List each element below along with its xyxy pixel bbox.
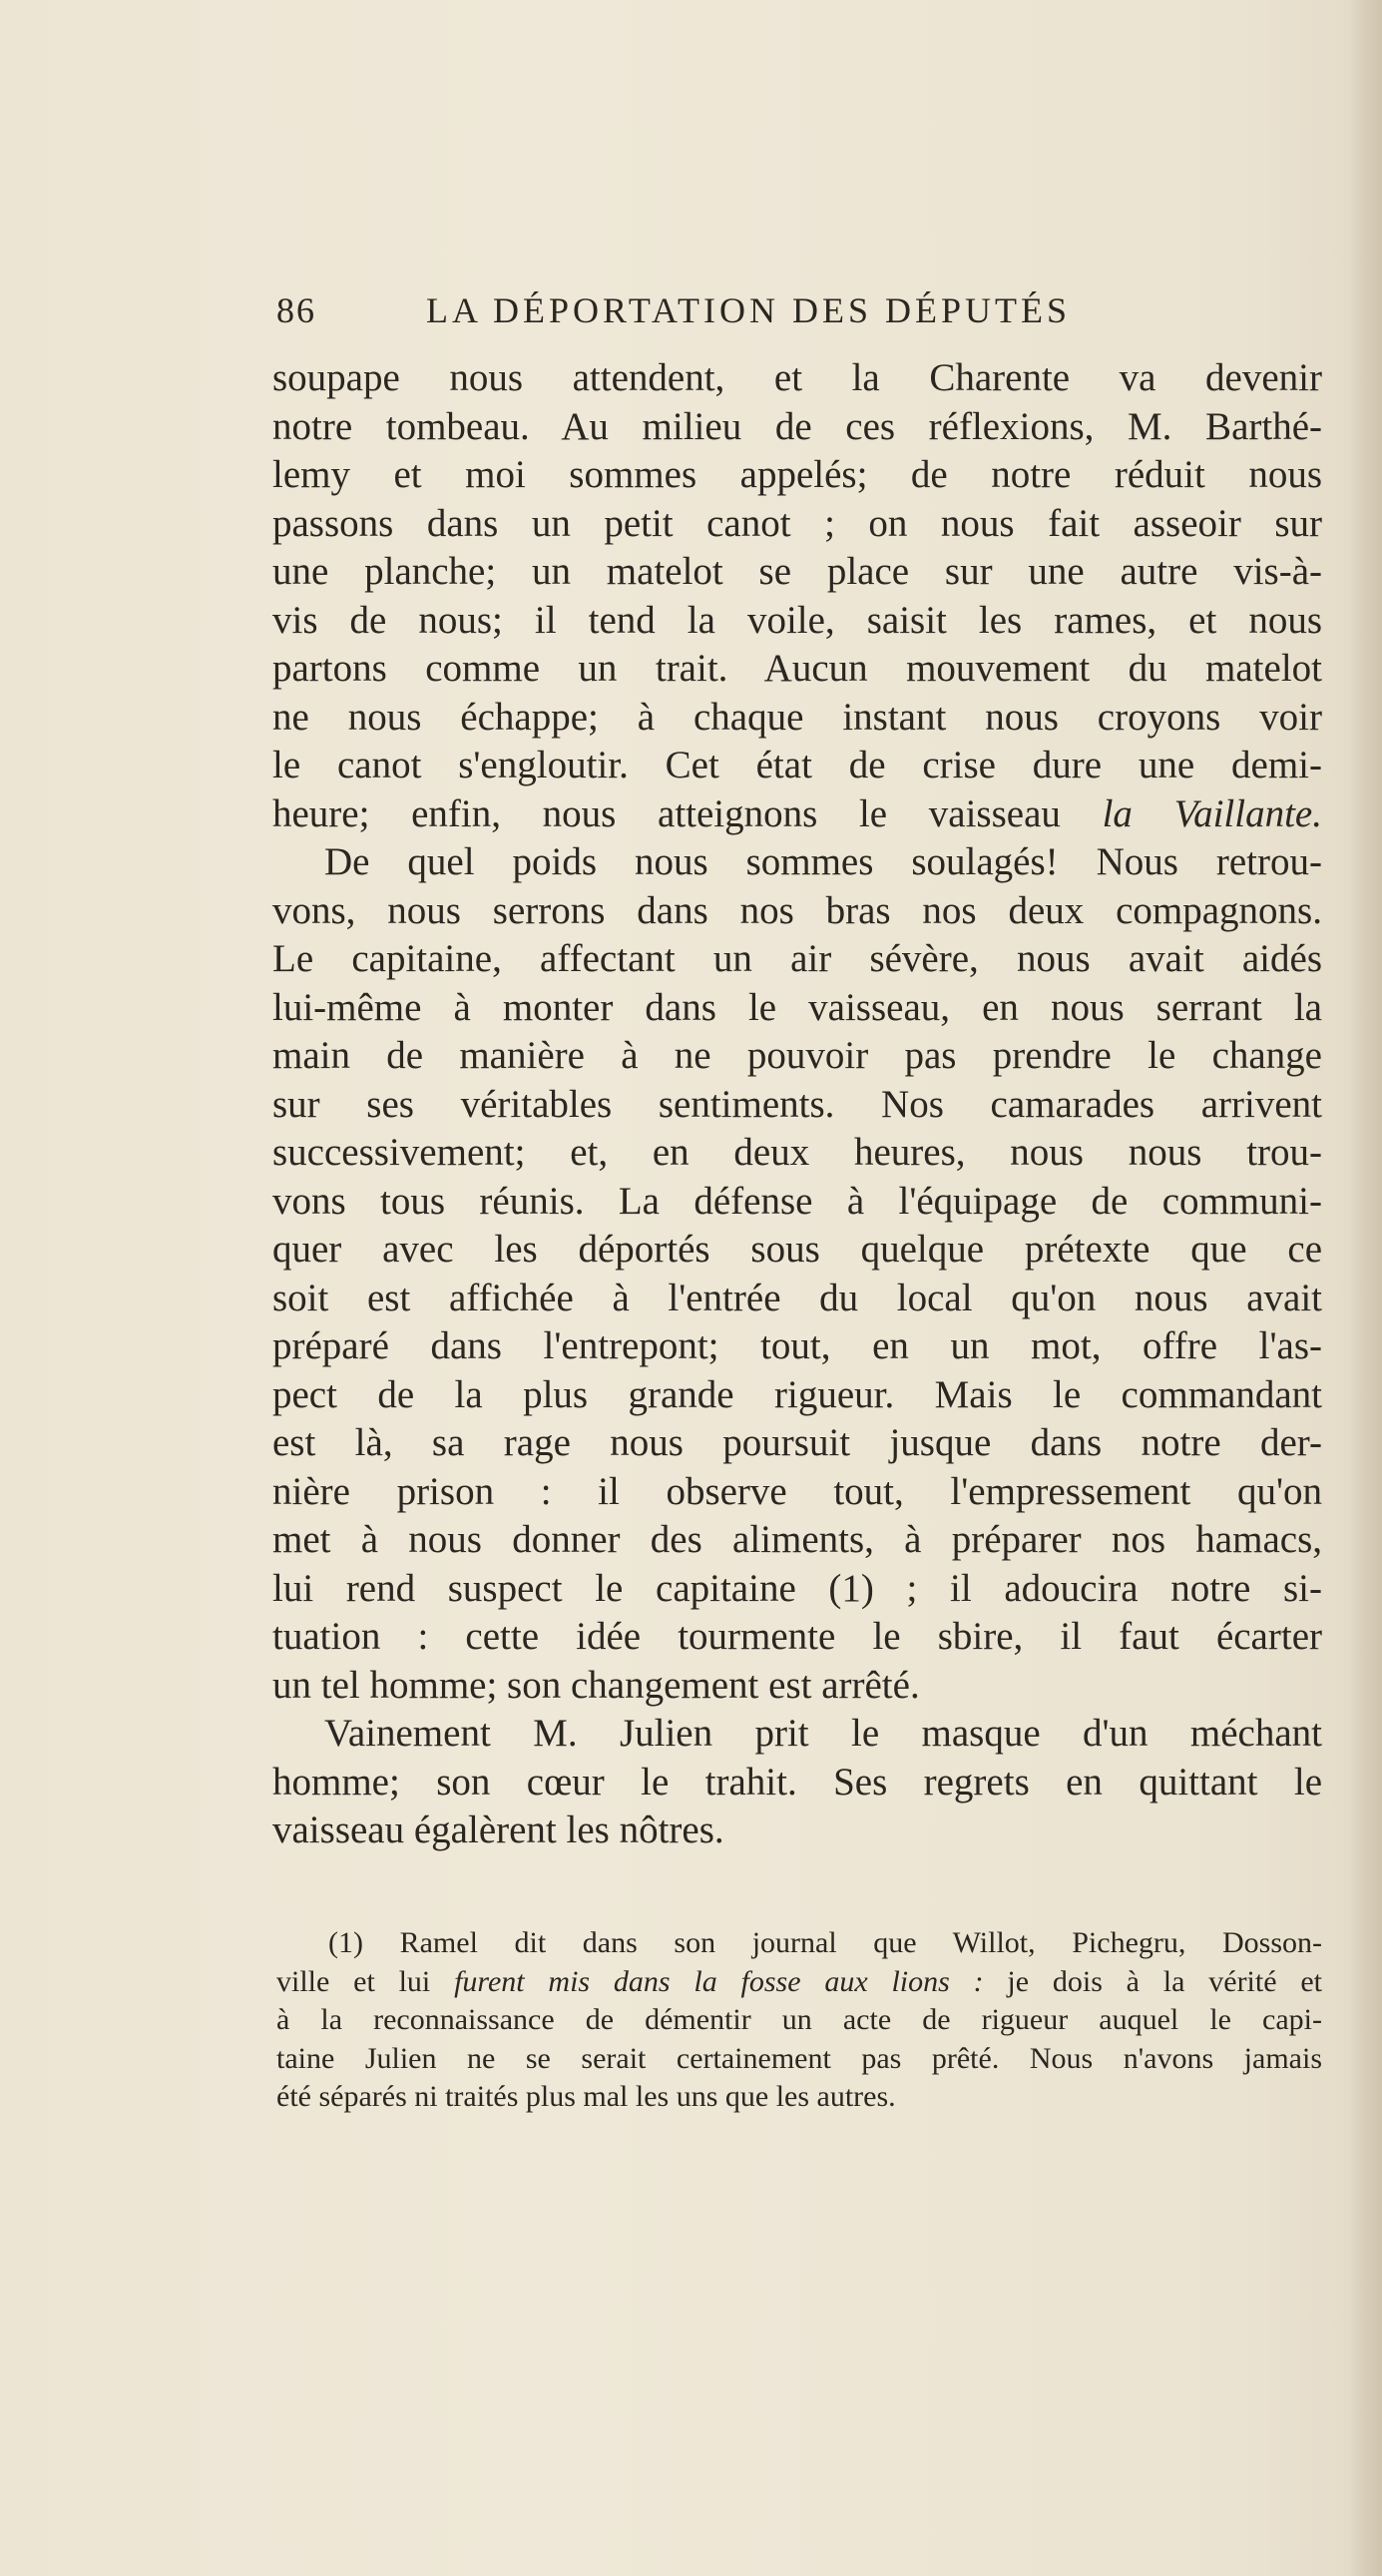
text-line: met à nous donner des aliments, à préparer nos hamacs, <box>272 1518 1322 1561</box>
text-line: lemy et moi sommes appelés; de notre réduit nous <box>272 453 1322 496</box>
text-line: ne nous échappe; à chaque instant nous croyons voir <box>272 695 1322 739</box>
text-line: tuation : cette idée tourmente le sbire, il faut écarter <box>272 1615 1322 1658</box>
text-line: lui-même à monter dans le vaisseau, en nous serrant la <box>272 985 1322 1029</box>
page-edge-shadow <box>1348 0 1382 2576</box>
text-line: vis de nous; il tend la voile, saisit les rames, et nous <box>272 598 1322 642</box>
footnote-line <box>276 1963 1322 2002</box>
text-line: le canot s'engloutir. Cet état de crise dure une demi- <box>272 744 1322 786</box>
text-line: homme; son cœur le trahit. Ses regrets en quittant le <box>272 1760 1322 1803</box>
text-line: vons tous réunis. La défense à l'équipage de communi- <box>272 1179 1322 1223</box>
text-line: une planche; un matelot se place sur une autre vis-à- <box>272 550 1322 593</box>
body-text <box>272 354 1322 1855</box>
text-fragment: je dois à la vérité et <box>983 1964 1322 1998</box>
footnote <box>276 1924 1322 2117</box>
text-line: main de manière à ne pouvoir pas prendre le change <box>272 1034 1322 1077</box>
running-title: LA DÉPORTATION DES DÉPUTÉS <box>426 290 1071 330</box>
text-line: pect de la plus grande rigueur. Mais le commandant <box>272 1372 1322 1416</box>
text-line: nière prison : il observe tout, l'empressement qu'on <box>272 1469 1322 1513</box>
text-line: un tel homme; son changement est arrêté. <box>272 1663 920 1707</box>
text-line: passons dans un petit canot ; on nous fait asseoir sur <box>272 501 1322 545</box>
footnote-line: taine Julien ne se serait certainement pas prêté. Nous n'avons jamais <box>276 2041 1322 2075</box>
text-line: vaisseau égalèrent les nôtres. <box>272 1808 724 1851</box>
footnote-line: à la reconnaissance de démentir un acte de rigueur auquel le capi- <box>276 2003 1322 2036</box>
text-line: sur ses véritables sentiments. Nos camarades arrivent <box>272 1082 1322 1126</box>
text-line: Vainement M. Julien prit le masque d'un méchant <box>324 1712 1322 1755</box>
footnote-line: (1) Ramel dit dans son journal que Willot, Pichegru, Dosson- <box>328 1926 1322 1959</box>
text-line: successivement; et, en deux heures, nous nous trou- <box>272 1131 1322 1174</box>
page-number: 86 <box>276 290 316 330</box>
footnote-line: été séparés ni traités plus mal les uns que les autres. <box>276 2080 896 2113</box>
text-fragment: ville et lui <box>276 1964 455 1998</box>
text-fragment: heure; enfin, nous atteignons le vaisseau <box>272 791 1103 835</box>
text-line: soit est affichée à l'entrée du local qu'on nous avait <box>272 1276 1322 1319</box>
text-line: Le capitaine, affectant un air sévère, nous avait aidés <box>272 937 1322 980</box>
ship-name: la Vaillante. <box>1102 791 1322 835</box>
text-line: soupape nous attendent, et la Charente va devenir <box>272 356 1322 399</box>
text-line: lui rend suspect le capitaine (1) ; il adoucira notre si- <box>272 1566 1322 1610</box>
text-line: notre tombeau. Au milieu de ces réflexions, M. Barthé- <box>272 404 1322 448</box>
text-line: quer avec les déportés sous quelque prétexte que ce <box>272 1228 1322 1271</box>
text-line: préparé dans l'entrepont; tout, en un mot, offre l'as- <box>272 1324 1322 1367</box>
text-line: partons comme un trait. Aucun mouvement du matelot <box>272 647 1322 690</box>
text-line <box>272 790 1322 839</box>
text-line: est là, sa rage nous poursuit jusque dans notre der- <box>272 1421 1322 1464</box>
text-line: De quel poids nous sommes soulagés! Nous retrou- <box>324 840 1322 883</box>
page-header <box>276 275 1324 335</box>
footnote-italic: furent mis dans la fosse aux lions : <box>454 1964 984 1998</box>
text-line: vons, nous serrons dans nos bras nos deux compagnons. <box>272 888 1322 932</box>
